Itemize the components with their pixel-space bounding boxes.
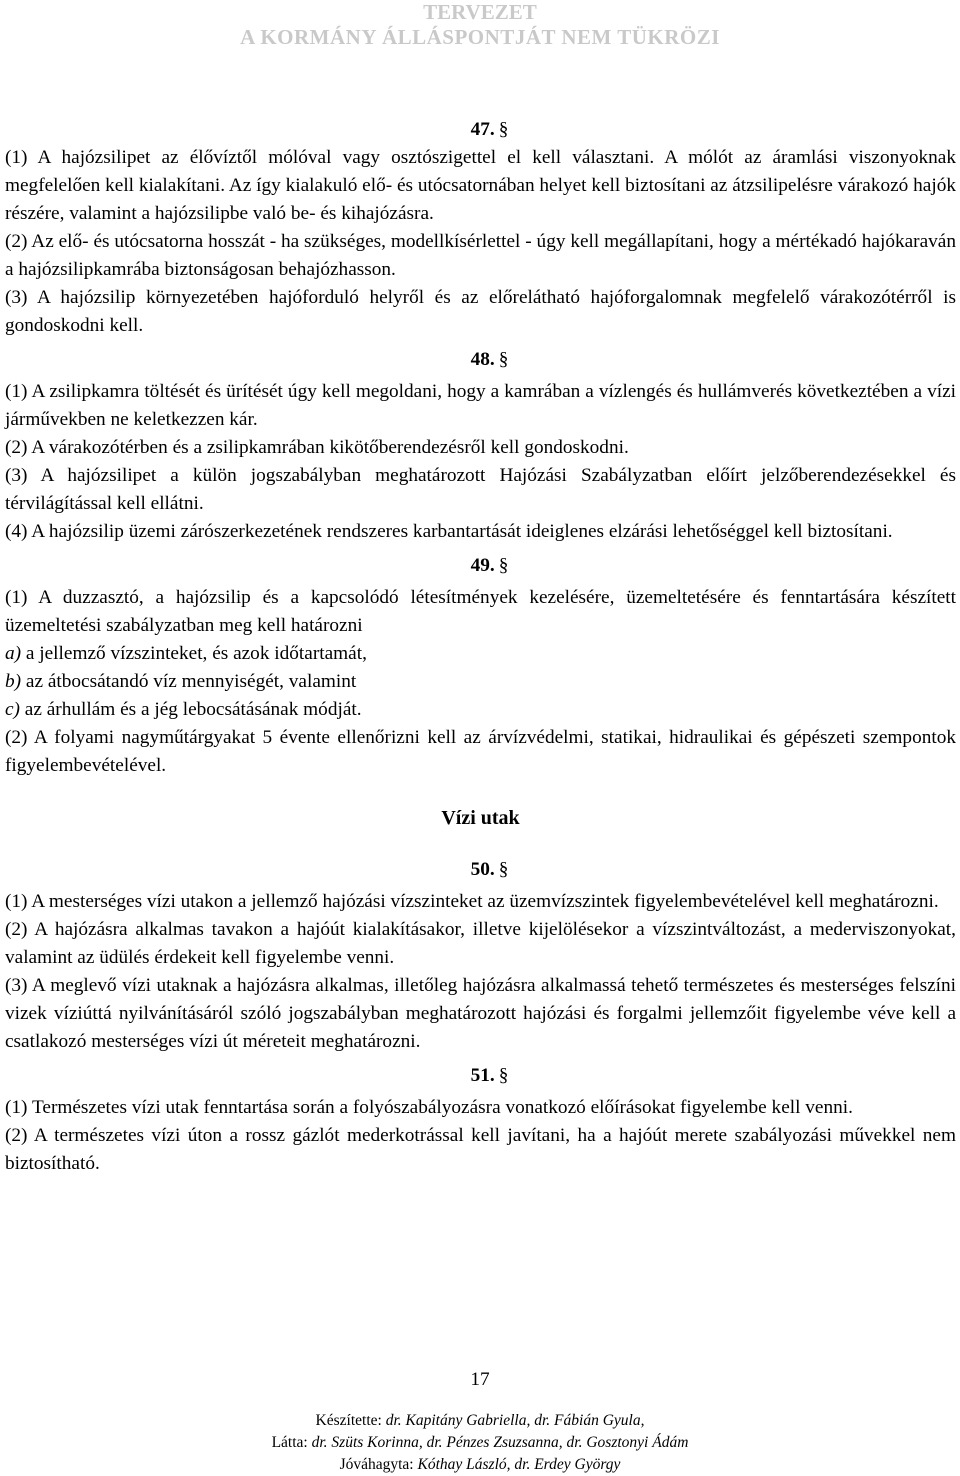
section-48-paragraph-3: (3) A hajózsilipet a külön jogszabályban meghatározott Hajózási Szabályzatban előírt jelzőberendezésekkel és térvilágítással kell ellátni.: [5, 465, 956, 514]
section-51-paragraph-2: (2) A természetes vízi úton a rossz gázlót mederkotrással kell javítani, ha a hajóút merete szabályozási művekkel nem biztosítható.: [5, 1125, 956, 1174]
page-number: 17: [470, 1369, 490, 1390]
footer-names: dr. Szüts Korinna, dr. Pénzes Zsuzsanna, dr. Gosztonyi Ádám: [311, 1434, 689, 1451]
section-number: 47.: [470, 119, 495, 140]
section-sign: §: [498, 859, 509, 880]
page-footer: [0, 1410, 960, 1476]
section-49-item-c: [5, 696, 956, 724]
item-letter: a): [5, 643, 22, 664]
footer-seen-by: [0, 1432, 960, 1454]
section-49-item-b: [5, 668, 956, 696]
item-text: az árhullám és a jég lebocsátásának módját.: [19, 699, 362, 720]
section-51-paragraph-1: (1) Természetes vízi utak fenntartása során a folyószabályozásra vonatkozó előírásokat figyelembe kell venni.: [5, 1097, 853, 1118]
footer-label: Látta:: [271, 1434, 312, 1451]
footer-label: Készítette:: [315, 1412, 386, 1429]
watermark-line-1: TERVEZET: [423, 0, 537, 24]
item-letter: c): [5, 699, 20, 720]
section-47-paragraph-1: (1) A hajózsilipet az élővíztől mólóval vagy osztószigettel el kell választani. A mólót az áramlási viszonyoknak megfelelően kell kialakítani. Az így kialakuló elő- és utócsatornában helyet kell biztosítani az átzsilipelésre várakozó hajók részére, valamint a hajózsilipbe való be- és kihajózásra.: [5, 147, 956, 224]
item-letter: b): [5, 671, 22, 692]
section-50-heading: [5, 856, 956, 884]
section-48-heading: [5, 346, 956, 374]
footer-label: Jóváhagyta:: [339, 1456, 418, 1473]
footer-names: dr. Kapitány Gabriella, dr. Fábián Gyula,: [385, 1412, 645, 1429]
section-number: 51.: [470, 1065, 495, 1086]
draft-watermark: [0, 0, 960, 50]
section-47-heading: [5, 116, 956, 144]
section-49-paragraph-2: (2) A folyami nagyműtárgyakat 5 évente ellenőrizni kell az árvízvédelmi, statikai, hidraulikai és gépészeti szempontok figyelembevételével.: [5, 727, 956, 776]
section-48-paragraph-1: (1) A zsilipkamra töltését és ürítését úgy kell megoldani, hogy a kamrában a vízlengés és hullámverés következtében a vízi járművekben ne keletkezzen kár.: [5, 381, 956, 430]
section-47-paragraph-2: (2) Az elő- és utócsatorna hosszát - ha szükséges, modellkísérlettel - úgy kell megállapítani, hogy a mértékadó hajókaraván a hajózsilipkamrába biztonságosan behajózhasson.: [5, 231, 956, 280]
footer-names: Kóthay László, dr. Erdey György: [417, 1456, 621, 1473]
section-sign: §: [498, 349, 509, 370]
document-body: [5, 116, 956, 1178]
watermark-line-2: A KORMÁNY ÁLLÁSPONTJÁT NEM TÜKRÖZI: [240, 25, 720, 49]
section-sign: §: [498, 555, 509, 576]
section-51-heading: [5, 1062, 956, 1090]
section-number: 50.: [470, 859, 495, 880]
section-48-paragraph-4: (4) A hajózsilip üzemi zárószerkezetének rendszeres karbantartását ideiglenes elzárási lehetőséggel kell biztosítani.: [5, 521, 893, 542]
footer-approved-by: [0, 1454, 960, 1476]
section-49-heading: [5, 552, 956, 580]
section-number: 48.: [470, 349, 495, 370]
chapter-title: Vízi utak: [441, 807, 520, 829]
item-text: a jellemző vízszinteket, és azok időtartamát,: [21, 643, 367, 664]
section-49-paragraph-1: (1) A duzzasztó, a hajózsilip és a kapcsolódó létesítmények kezelésére, üzemeltetésére és fenntartására készített üzemeltetési szabályzatban meg kell határozni: [5, 587, 956, 636]
section-50-paragraph-2: (2) A hajózásra alkalmas tavakon a hajóút kialakításakor, illetve kijelölésekor a vízszintváltozást, a mederviszonyokat, valamint az üdülés érdekeit kell figyelembe venni.: [5, 919, 956, 968]
section-sign: §: [498, 1065, 509, 1086]
section-50-paragraph-3: (3) A meglevő vízi utaknak a hajózásra alkalmas, illetőleg hajózásra alkalmassá tehető természetes és mesterséges felszíni vizek víziúttá nyilvánításáról szóló jogszabályban meghatározott hajózási és forgalmi jellemzőit figyelembe véve kell a csatlakozó mesterséges vízi út méreteit meghatározni.: [5, 975, 956, 1052]
section-number: 49.: [470, 555, 495, 576]
section-48-paragraph-2: (2) A várakozótérben és a zsilipkamrában kikötőberendezésről kell gondoskodni.: [5, 437, 629, 458]
section-47-paragraph-3: (3) A hajózsilip környezetében hajóforduló helyről és az előrelátható hajóforgalomnak megfelelő várakozótérről is gondoskodni kell.: [5, 287, 956, 336]
section-sign: §: [498, 119, 509, 140]
footer-prepared-by: [0, 1410, 960, 1432]
item-text: az átbocsátandó víz mennyiségét, valamint: [21, 671, 357, 692]
section-50-paragraph-1: (1) A mesterséges vízi utakon a jellemző hajózási vízszinteket az üzemvízszintek figyelembevételével kell meghatározni.: [5, 891, 939, 912]
section-49-item-a: [5, 640, 956, 668]
